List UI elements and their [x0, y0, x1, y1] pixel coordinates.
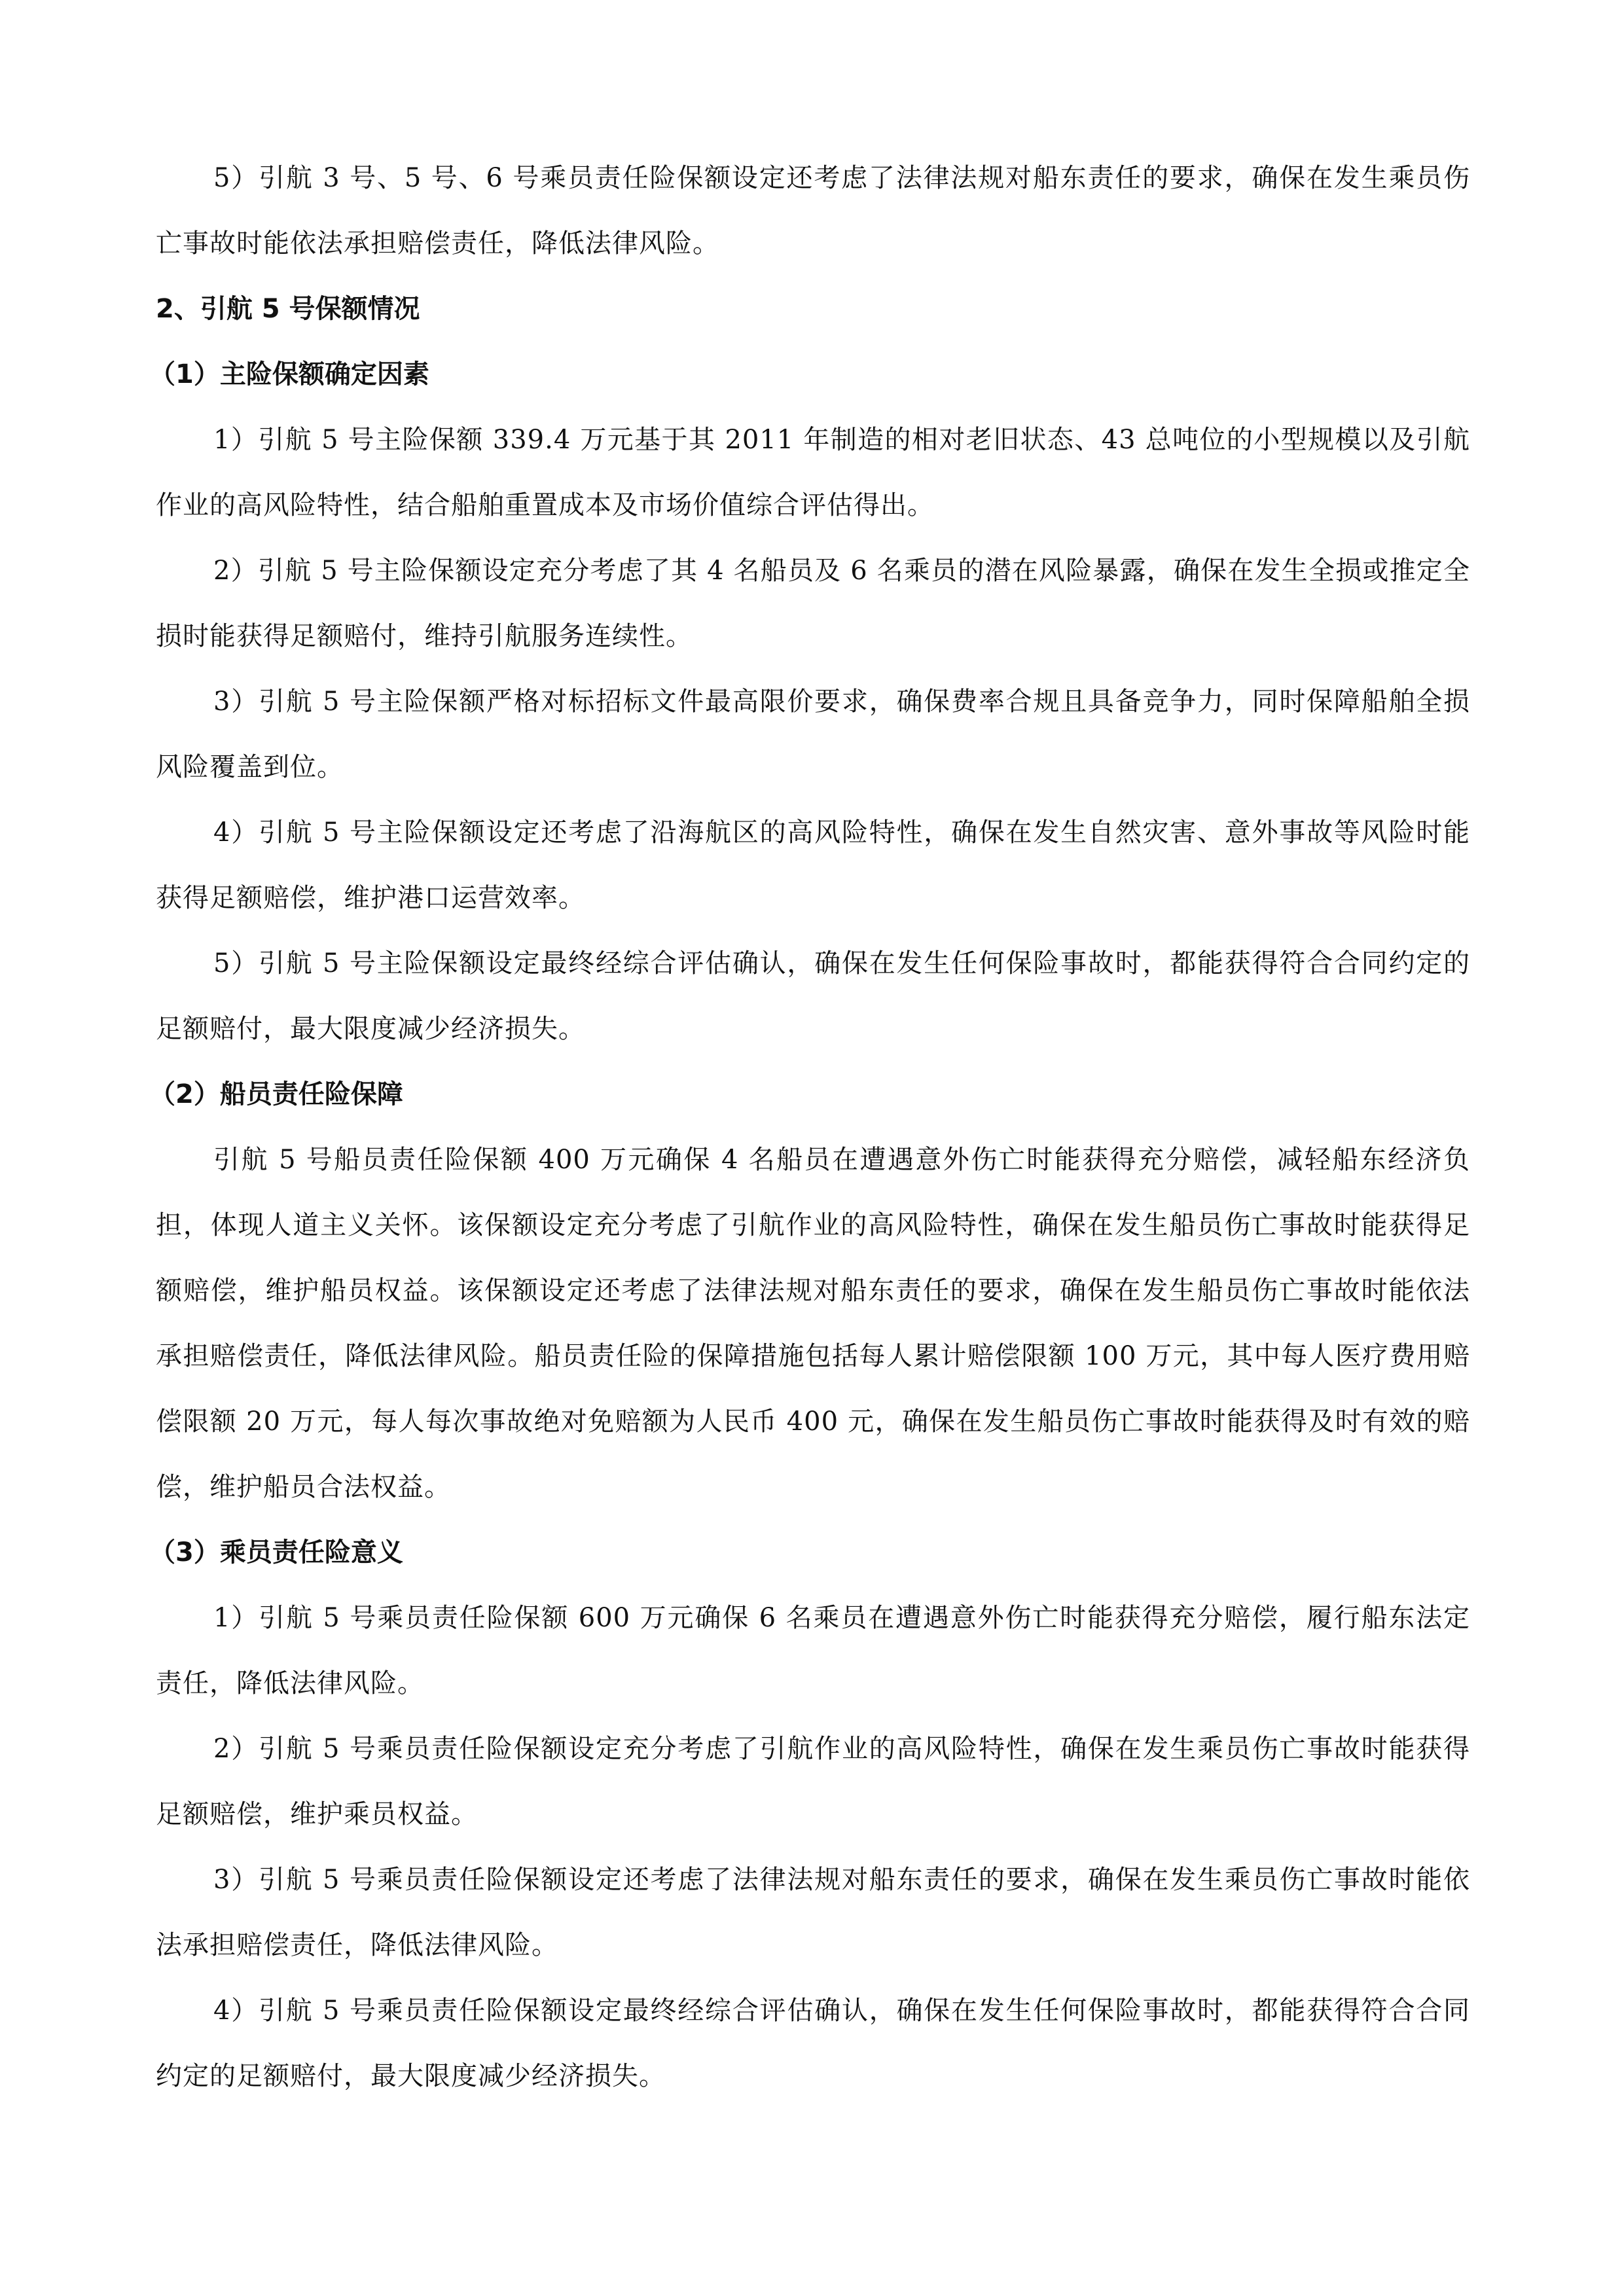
- section-heading-pilot-5-coverage: 2、引航 5 号保额情况: [156, 294, 420, 324]
- paragraph-passenger-2: 2）引航 5 号乘员责任险保额设定充分考虑了引航作业的高风险特性，确保在发生乘员伤亡事故时能获得足额赔偿，维护乘员权益。: [156, 1734, 1470, 1829]
- subheading-crew-liability: （2）船员责任险保障: [149, 1079, 403, 1109]
- paragraph-main-2: 2）引航 5 号主险保额设定充分考虑了其 4 名船员及 6 名乘员的潜在风险暴露，确保在发生全损或推定全损时能获得足额赔付，维持引航服务连续性。: [156, 556, 1470, 651]
- paragraph-main-1: 1）引航 5 号主险保额 339.4 万元基于其 2011 年制造的相对老旧状态、43 总吨位的小型规模以及引航作业的高风险特性，结合船舶重置成本及市场价值综合评估得出。: [156, 425, 1470, 520]
- paragraph-main-4: 4）引航 5 号主险保额设定还考虑了沿海航区的高风险特性，确保在发生自然灾害、意外事故等风险时能获得足额赔偿，维护港口运营效率。: [156, 817, 1470, 913]
- document-body: [149, 145, 1470, 2109]
- paragraph-passenger-3: 3）引航 5 号乘员责任险保额设定还考虑了法律法规对船东责任的要求，确保在发生乘员伤亡事故时能依法承担赔偿责任，降低法律风险。: [156, 1865, 1470, 1960]
- paragraph-passenger-4: 4）引航 5 号乘员责任险保额设定最终经综合评估确认，确保在发生任何保险事故时，都能获得符合合同约定的足额赔付，最大限度减少经济损失。: [156, 1996, 1470, 2091]
- subheading-main-insurance-factors: （1）主险保额确定因素: [149, 359, 429, 389]
- paragraph-crew-liability-legal: 5）引航 3 号、5 号、6 号乘员责任险保额设定还考虑了法律法规对船东责任的要求，确保在发生乘员伤亡事故时能依法承担赔偿责任，降低法律风险。: [156, 163, 1470, 259]
- paragraph-main-5: 5）引航 5 号主险保额设定最终经综合评估确认，确保在发生任何保险事故时，都能获得符合合同约定的足额赔付，最大限度减少经济损失。: [156, 948, 1470, 1044]
- paragraph-passenger-1: 1）引航 5 号乘员责任险保额 600 万元确保 6 名乘员在遭遇意外伤亡时能获得充分赔偿，履行船东法定责任，降低法律风险。: [156, 1603, 1470, 1698]
- paragraph-main-3: 3）引航 5 号主险保额严格对标招标文件最高限价要求，确保费率合规且具备竞争力，同时保障船舶全损风险覆盖到位。: [156, 687, 1470, 782]
- subheading-passenger-liability: （3）乘员责任险意义: [149, 1537, 403, 1568]
- paragraph-crew-liability: 引航 5 号船员责任险保额 400 万元确保 4 名船员在遭遇意外伤亡时能获得充分赔偿，减轻船东经济负担，体现人道主义关怀。该保额设定充分考虑了引航作业的高风险特性，确保在发生船员伤亡事故时能获得足额赔偿，维护船员权益。该保额设定还考虑了法律法规对船东责任的要求，确保在发生船员伤亡事故时能依法承担赔偿责任，降低法律风险。船员责任险的保障措施包括每人累计赔偿限额 100 万元，其中每人医疗费用赔偿限额 20 万元，每人每次事故绝对免赔额为人民币 400 元，确保在发生船员伤亡事故时能获得及时有效的赔偿，维护船员合法权益。: [156, 1145, 1470, 1502]
